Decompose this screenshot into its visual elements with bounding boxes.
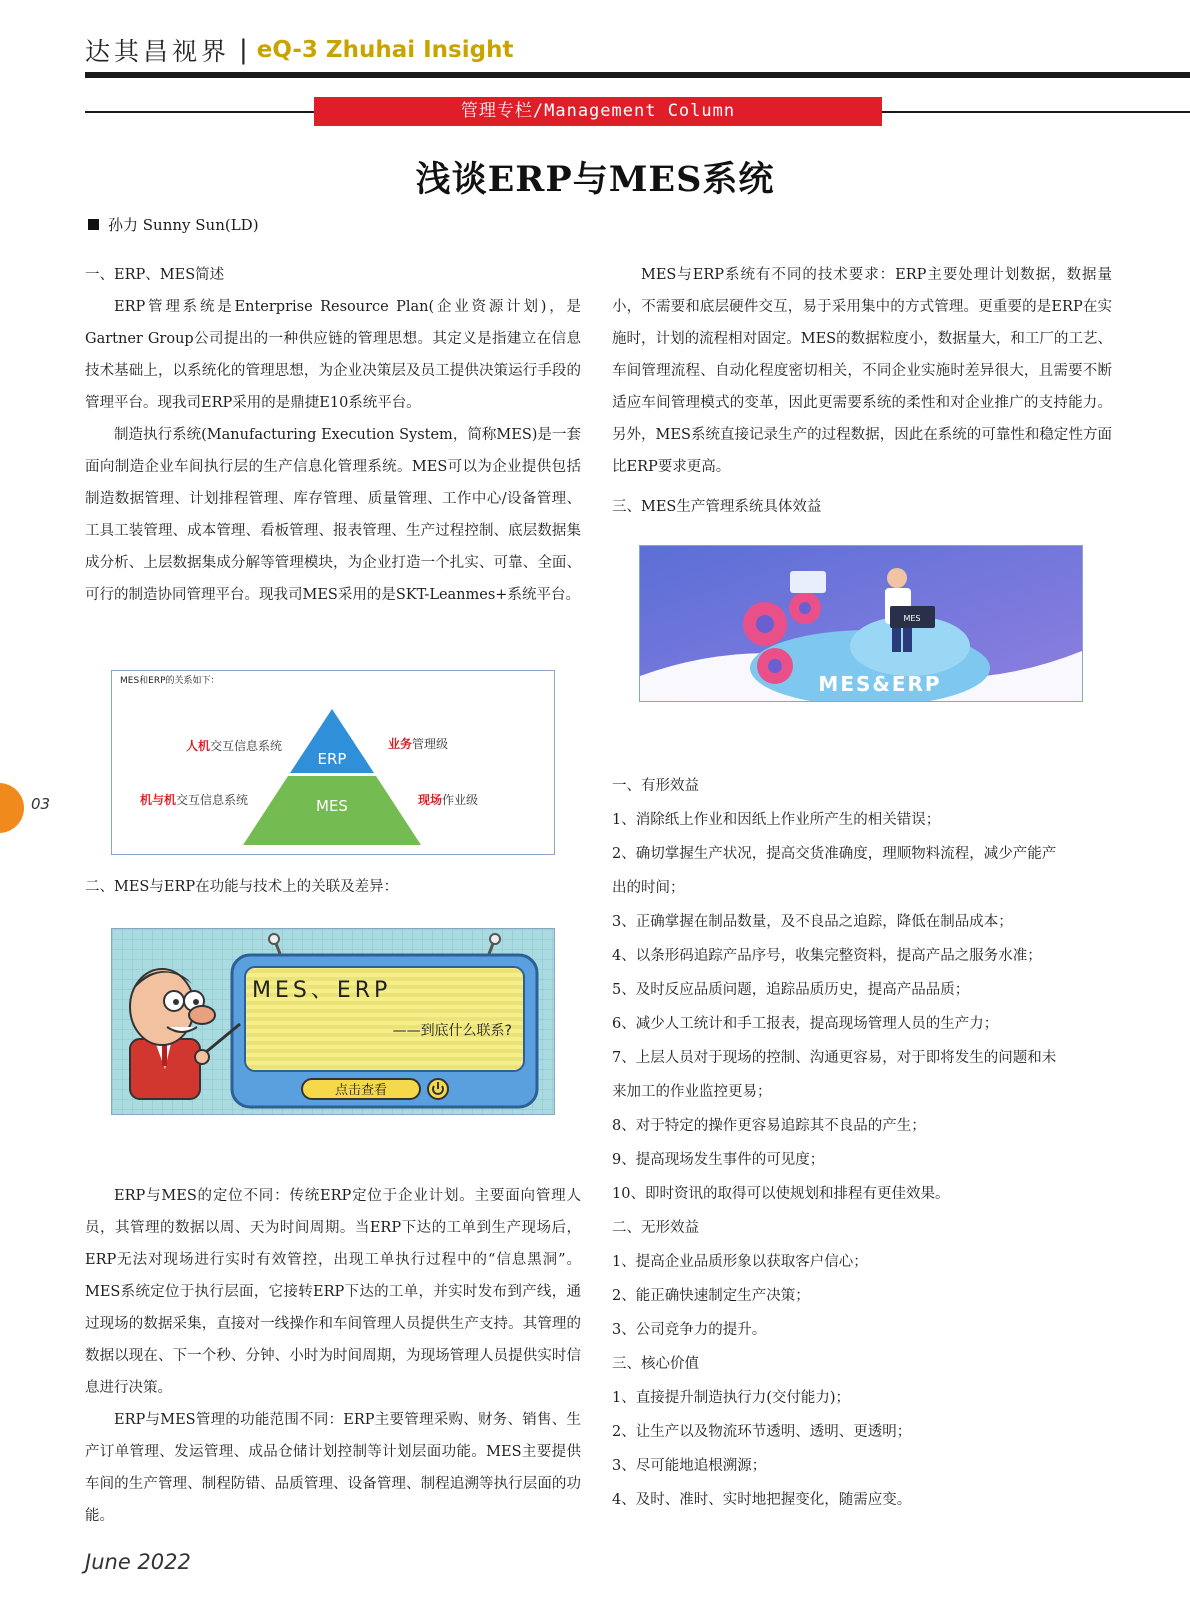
left-column-section-2	[85, 871, 581, 903]
pyramid-label-human-machine: 人机交互信息系统	[186, 739, 283, 753]
erp-intro-paragraph: ERP管理系统是Enterprise Resource Plan(企业资源计划)，是Gartner Group公司提出的一种供应链的管理思想。其定义是指建立在信息技术基础上，以系统化的管理思想，为企业决策层及员工提供决策运行手段的管理平台。现我司ERP采用的是鼎捷E10系统平台。	[85, 299, 581, 411]
benefit-line: 1、提高企业品质形象以获取客户信心；	[612, 1254, 868, 1270]
cartoon-subtitle: ——到底什么联系?	[392, 1023, 512, 1039]
benefit-line: 一、有形效益	[612, 778, 699, 794]
benefit-line: 8、对于特定的操作更容易追踪其不良品的产生；	[612, 1118, 926, 1134]
pyramid-erp-text: ERP	[317, 750, 347, 768]
cartoon-title: MES、ERP	[252, 978, 392, 1003]
technical-requirements-paragraph: MES与ERP系统有不同的技术要求：ERP主要处理计划数据，数据量小，不需要和底层硬件交互，易于采用集中的方式管理。更重要的是ERP在实施时，计划的流程相对固定。MES的数据粒度小，数据量大，和工厂的工艺、车间管理流程、自动化程度密切相关，不同企业实施时差异很大，且需要不断适应车间管理模式的变革，因此更需要系统的柔性和对企业推广的支持能力。另外，MES系统直接记录生产的过程数据，因此在系统的可靠性和稳定性方面比ERP要求更高。	[612, 267, 1112, 475]
right-column-upper	[612, 259, 1112, 523]
positioning-difference-paragraph: ERP与MES的定位不同：传统ERP定位于企业计划。主要面向管理人员，其管理的数据以周、天为时间周期。当ERP下达的工单到生产现场后，ERP无法对现场进行实时有效管控，出现工单执行过程中的“信息黑洞”。MES系统定位于执行层面，它接转ERP下达的工单，并实时发布到产线，通过现场的数据采集，直接对一线操作和车间管理人员提供生产支持。其管理的数据以现在、下一个秒、分钟、小时为时间周期，为现场管理人员提供实时信息进行决策。	[85, 1188, 581, 1396]
column-banner: 管理专栏/Management Column	[314, 97, 882, 126]
section-2-heading: 二、MES与ERP在功能与技术上的关联及差异：	[85, 879, 399, 895]
benefit-line: 4、及时、准时、实时地把握变化，随需应变。	[612, 1492, 912, 1508]
mes-erp-illustration-figure	[639, 545, 1083, 702]
benefit-line: 7、上层人员对于现场的控制、沟通更容易，对于即将发生的问题和未	[612, 1050, 1057, 1066]
page-number: 03	[31, 795, 51, 813]
pyramid-label-business: 业务管理级	[388, 737, 449, 751]
author-name: 孙力 Sunny Sun(LD)	[108, 216, 259, 234]
benefit-line: 2、让生产以及物流环节透明、透明、更透明；	[612, 1424, 912, 1440]
author-bullet-icon	[88, 219, 99, 230]
benefit-line: 10、即时资讯的取得可以使规划和排程有更佳效果。	[612, 1186, 950, 1202]
benefit-line: 来加工的作业监控更易；	[612, 1084, 772, 1100]
illustration-graphic	[640, 546, 1082, 701]
masthead-separator: |	[239, 35, 248, 65]
author-line	[88, 214, 259, 235]
masthead-chinese-title: 达其昌视界	[85, 37, 231, 66]
benefit-line: 2、确切掌握生产状况，提高交货准确度，理顺物料流程，减少产能产	[612, 846, 1057, 862]
benefits-list	[612, 769, 1112, 1517]
footer-date: June 2022	[85, 1550, 191, 1574]
cartoon-view-button-text: 点击查看	[334, 1083, 388, 1098]
benefit-line: 9、提高现场发生事件的可见度；	[612, 1152, 825, 1168]
pyramid-mes-text: MES	[316, 797, 348, 815]
article-title: 浅谈ERP与MES系统	[415, 159, 775, 200]
benefit-line: 1、消除纸上作业和因纸上作业所产生的相关错误；	[612, 812, 941, 828]
benefit-line: 二、无形效益	[612, 1220, 699, 1236]
benefit-line: 3、公司竞争力的提升。	[612, 1322, 767, 1338]
left-column-lower	[85, 1180, 581, 1532]
illustration-label: MES&ERP	[818, 672, 942, 696]
benefit-line: 6、减少人工统计和手工报表，提高现场管理人员的生产力；	[612, 1016, 999, 1032]
mes-erp-cartoon-figure	[111, 928, 555, 1115]
section-1-heading: 一、ERP、MES简述	[85, 267, 225, 283]
page-number-dot	[0, 783, 24, 833]
left-column-upper	[85, 259, 581, 611]
masthead	[85, 30, 513, 70]
header-thick-rule	[85, 72, 1190, 78]
benefit-line: 5、及时反应品质问题，追踪品质历史，提高产品品质；	[612, 982, 970, 998]
mes-intro-paragraph: 制造执行系统(Manufacturing Execution System，简称MES)是一套面向制造企业车间执行层的生产信息化管理系统。MES可以为企业提供包括制造数据管理、计划排程管理、库存管理、质量管理、工作中心/设备管理、工具工装管理、成本管理、看板管理、报表管理、生产过程控制、底层数据集成分析、上层数据集成分解等管理模块，为企业打造一个扎实、可靠、全面、可行的制造协同管理平台。现我司MES采用的是SKT-Leanmes+系统平台。	[85, 427, 581, 603]
benefit-line: 3、正确掌握在制品数量，及不良品之追踪，降低在制品成本；	[612, 914, 1013, 930]
benefit-line: 3、尽可能地追根溯源；	[612, 1458, 767, 1474]
id-card-icon	[790, 571, 826, 593]
pyramid-graphic	[112, 671, 554, 854]
cartoon-graphic	[112, 929, 554, 1114]
benefit-line: 1、直接提升制造执行力(交付能力)；	[612, 1390, 851, 1406]
laptop-label: MES	[903, 614, 921, 623]
masthead-english-title: eQ-3 Zhuhai Insight	[256, 37, 514, 63]
pyramid-label-machine-machine: 机与机交互信息系统	[140, 793, 249, 807]
benefit-line: 2、能正确快速制定生产决策；	[612, 1288, 810, 1304]
pyramid-label-field: 现场作业级	[418, 793, 479, 807]
benefit-line: 三、核心价值	[612, 1356, 699, 1372]
section-3-heading: 三、MES生产管理系统具体效益	[612, 499, 822, 515]
benefit-line: 出的时间；	[612, 880, 685, 896]
benefit-line: 4、以条形码追踪产品序号，收集完整资料，提高产品之服务水准；	[612, 948, 1042, 964]
function-scope-paragraph: ERP与MES管理的功能范围不同：ERP主要管理采购、财务、销售、生产订单管理、发运管理、成品仓储计划控制等计划层面功能。MES主要提供车间的生产管理、制程防错、品质管理、设备管理、制程追溯等执行层面的功能。	[85, 1412, 581, 1524]
erp-mes-pyramid-figure	[111, 670, 555, 855]
pyramid-figure-caption: MES和ERP的关系如下：	[120, 676, 220, 686]
